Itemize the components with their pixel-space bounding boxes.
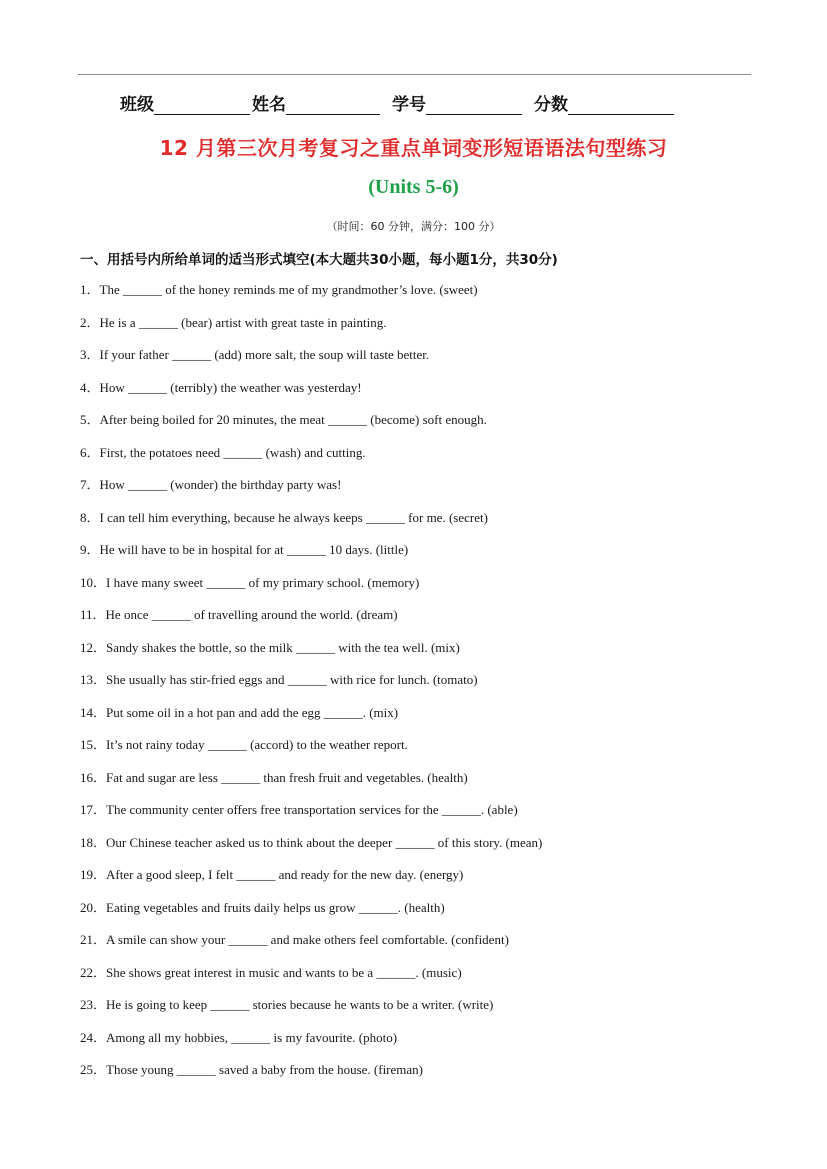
question-item	[80, 345, 760, 378]
question-text: Eating vegetables and fruits daily helps us grow ______. (health)	[106, 899, 445, 915]
page-title: 12 月第三次月考复习之重点单词变形短语语法句型练习	[159, 136, 668, 160]
question-item	[80, 800, 760, 833]
section-heading: 一、用括号内所给单词的适当形式填空(本大题共30小题，每小题1分，共30分)	[80, 252, 558, 268]
question-text: Among all my hobbies, ______ is my favourite. (photo)	[106, 1029, 398, 1045]
question-item	[80, 930, 760, 963]
question-text: Our Chinese teacher asked us to think about the deeper ______ of this story. (mean)	[106, 834, 543, 850]
top-rule	[78, 74, 751, 75]
question-text: I have many sweet ______ of my primary school. (memory)	[106, 574, 420, 590]
page-subtitle: (Units 5-6)	[368, 176, 459, 198]
question-text: She shows great interest in music and wants to be a ______. (music)	[106, 964, 462, 980]
question-number: 19．	[80, 867, 107, 882]
question-number: 20．	[80, 899, 107, 915]
question-item	[80, 1060, 760, 1093]
question-number: 23．	[80, 997, 107, 1012]
question-text: If your father ______ (add) more salt, the soup will taste better.	[99, 347, 430, 362]
question-number: 3．	[80, 347, 100, 362]
question-text: How ______ (wonder) the birthday party was!	[99, 477, 342, 492]
exam-meta: （时间：60 分钟，满分：100 分）	[326, 220, 501, 233]
question-item	[80, 605, 760, 638]
question-item	[80, 313, 760, 346]
question-text: First, the potatoes need ______ (wash) and cutting.	[99, 444, 366, 460]
question-item	[80, 410, 760, 443]
question-item	[80, 833, 760, 866]
question-text: Fat and sugar are less ______ than fresh fruit and vegetables. (health)	[106, 769, 468, 785]
question-item	[80, 1028, 760, 1061]
question-item	[80, 768, 760, 801]
question-text: It’s not rainy today ______ (accord) to the weather report.	[106, 737, 408, 752]
question-number: 10．	[80, 574, 107, 590]
student-info-row	[120, 90, 676, 116]
question-item	[80, 378, 760, 411]
question-item	[80, 703, 760, 736]
question-number: 8．	[80, 509, 100, 525]
question-text: He is a ______ (bear) artist with great taste in painting.	[99, 314, 387, 330]
question-item	[80, 735, 760, 768]
question-item	[80, 540, 760, 573]
question-text: I can tell him everything, because he always keeps ______ for me. (secret)	[99, 509, 488, 525]
name-label: 姓名	[252, 95, 286, 115]
question-text: Put some oil in a hot pan and add the egg ______. (mix)	[106, 704, 399, 720]
question-number: 1．	[80, 282, 100, 297]
question-number: 22．	[80, 964, 107, 980]
question-number: 6．	[80, 444, 100, 460]
question-item	[80, 280, 760, 313]
question-item	[80, 865, 760, 898]
id-label: 学号	[392, 95, 426, 115]
question-item	[80, 573, 760, 606]
question-number: 4．	[80, 379, 100, 395]
question-text: How ______ (terribly) the weather was yesterday!	[99, 379, 362, 395]
question-number: 5．	[80, 412, 100, 427]
question-number: 14．	[80, 704, 107, 720]
question-text: He is going to keep ______ stories because he wants to be a writer. (write)	[106, 997, 494, 1012]
question-number: 12．	[80, 639, 107, 655]
question-item	[80, 508, 760, 541]
question-item	[80, 995, 760, 1028]
question-text: Those young ______ saved a baby from the house. (fireman)	[106, 1062, 423, 1077]
question-number: 15．	[80, 737, 107, 752]
question-item	[80, 963, 760, 996]
score-label: 分数	[534, 95, 568, 115]
class-label: 班级	[120, 95, 154, 115]
question-number: 7．	[80, 477, 100, 492]
question-number: 16．	[80, 769, 107, 785]
class-blank[interactable]	[154, 96, 250, 115]
name-blank[interactable]	[286, 96, 380, 115]
question-item	[80, 443, 760, 476]
question-text: Sandy shakes the bottle, so the milk ______ with the tea well. (mix)	[106, 639, 460, 655]
question-number: 18．	[80, 834, 107, 850]
question-item	[80, 670, 760, 703]
question-item	[80, 475, 760, 508]
question-number: 11．	[80, 607, 106, 622]
question-text: After being boiled for 20 minutes, the meat ______ (become) soft enough.	[99, 412, 487, 427]
id-blank[interactable]	[426, 96, 522, 115]
question-number: 9．	[80, 542, 100, 557]
question-item	[80, 898, 760, 931]
question-number: 2．	[80, 314, 100, 330]
question-text: After a good sleep, I felt ______ and ready for the new day. (energy)	[106, 867, 464, 882]
question-text: The ______ of the honey reminds me of my grandmother’s love. (sweet)	[99, 282, 478, 297]
question-text: The community center offers free transportation services for the ______. (able)	[106, 802, 518, 817]
question-list	[80, 280, 760, 1093]
question-item	[80, 638, 760, 671]
question-text: She usually has stir-fried eggs and ______ with rice for lunch. (tomato)	[106, 672, 478, 687]
question-text: He will have to be in hospital for at ______ 10 days. (little)	[99, 542, 409, 557]
question-number: 17．	[80, 802, 107, 817]
question-text: He once ______ of travelling around the world. (dream)	[105, 607, 398, 622]
question-number: 24．	[80, 1029, 107, 1045]
score-blank[interactable]	[568, 96, 674, 115]
question-number: 21．	[80, 932, 107, 947]
question-text: A smile can show your ______ and make others feel comfortable. (confident)	[106, 932, 509, 947]
question-number: 25．	[80, 1062, 107, 1077]
question-number: 13．	[80, 672, 107, 687]
